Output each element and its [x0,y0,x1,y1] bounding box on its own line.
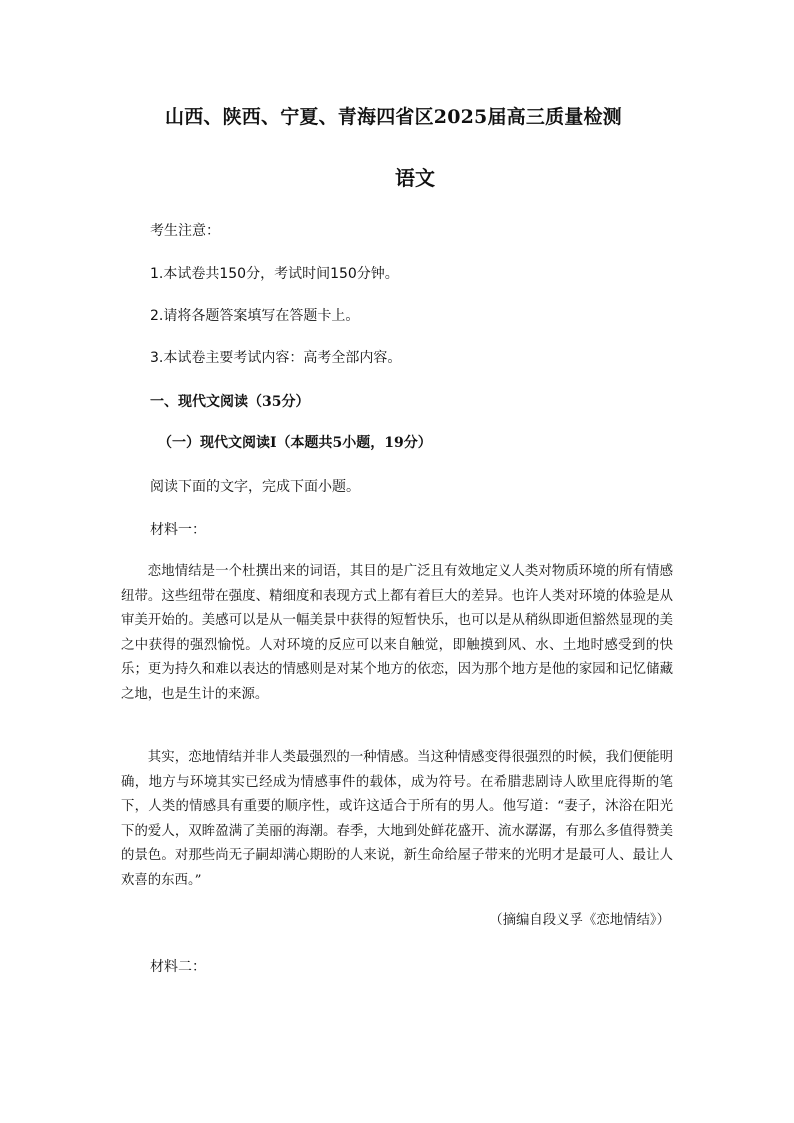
subsection-heading: （一）现代文阅读Ⅰ（本题共5小题，19分） [158,435,432,451]
section-heading: 一、现代文阅读（35分） [150,394,310,410]
exam-title: 山西、陕西、宁夏、青海四省区2025届高三质量检测 [165,106,622,128]
notice-item-2: 2.请将各题答案填写在答题卡上。 [150,308,360,324]
notice-item-1: 1.本试卷共150分，考试时间150分钟。 [150,266,399,282]
material-1-paragraph-2: 其实，恋地情结并非人类最强烈的一种情感。当这种情感变得很强烈的时候，我们便能明确，地方与环境其实已经成为情感事件的载体，成为符号。在希腊悲剧诗人欧里庇得斯的笔下，人类的情感具有重要的顺序性，或许这适合于所有的男人。他写道：“妻子，沐浴在阳光下的爱人，双眸盈满了美丽的海潮。春季，大地到处鲜花盛开、流水潺潺，有那么多值得赞美的景色。对那些尚无子嗣却满心期盼的人来说，新生命给屋子带来的光明才是最可人、最让人欢喜的东西。” [121,750,673,888]
material-1-paragraph-1: 恋地情结是一个杜撰出来的词语，其目的是广泛且有效地定义人类对物质环境的所有情感纽带。这些纽带在强度、精细度和表现方式上都有着巨大的差异。也许人类对环境的体验是从审美开始的。美感可以是从一幅美景中获得的短暂快乐，也可以是从稍纵即逝但豁然显现的美之中获得的强烈愉悦。人对环境的反应可以来自触觉，即触摸到风、水、土地时感受到的快乐；更为持久和难以表达的情感则是对某个地方的依恋，因为那个地方是他的家园和记忆储藏之地，也是生计的来源。 [121,564,673,702]
subject-title: 语文 [395,166,435,190]
reading-instruction: 阅读下面的文字，完成下面小题。 [150,479,360,495]
notice-heading: 考生注意： [150,223,220,239]
notice-item-3: 3.本试卷主要考试内容：高考全部内容。 [150,350,402,366]
material-1-source: （摘编自段义孚《恋地情结》） [489,913,670,928]
material-2-label: 材料二： [150,959,206,975]
material-1-label: 材料一： [150,522,206,538]
